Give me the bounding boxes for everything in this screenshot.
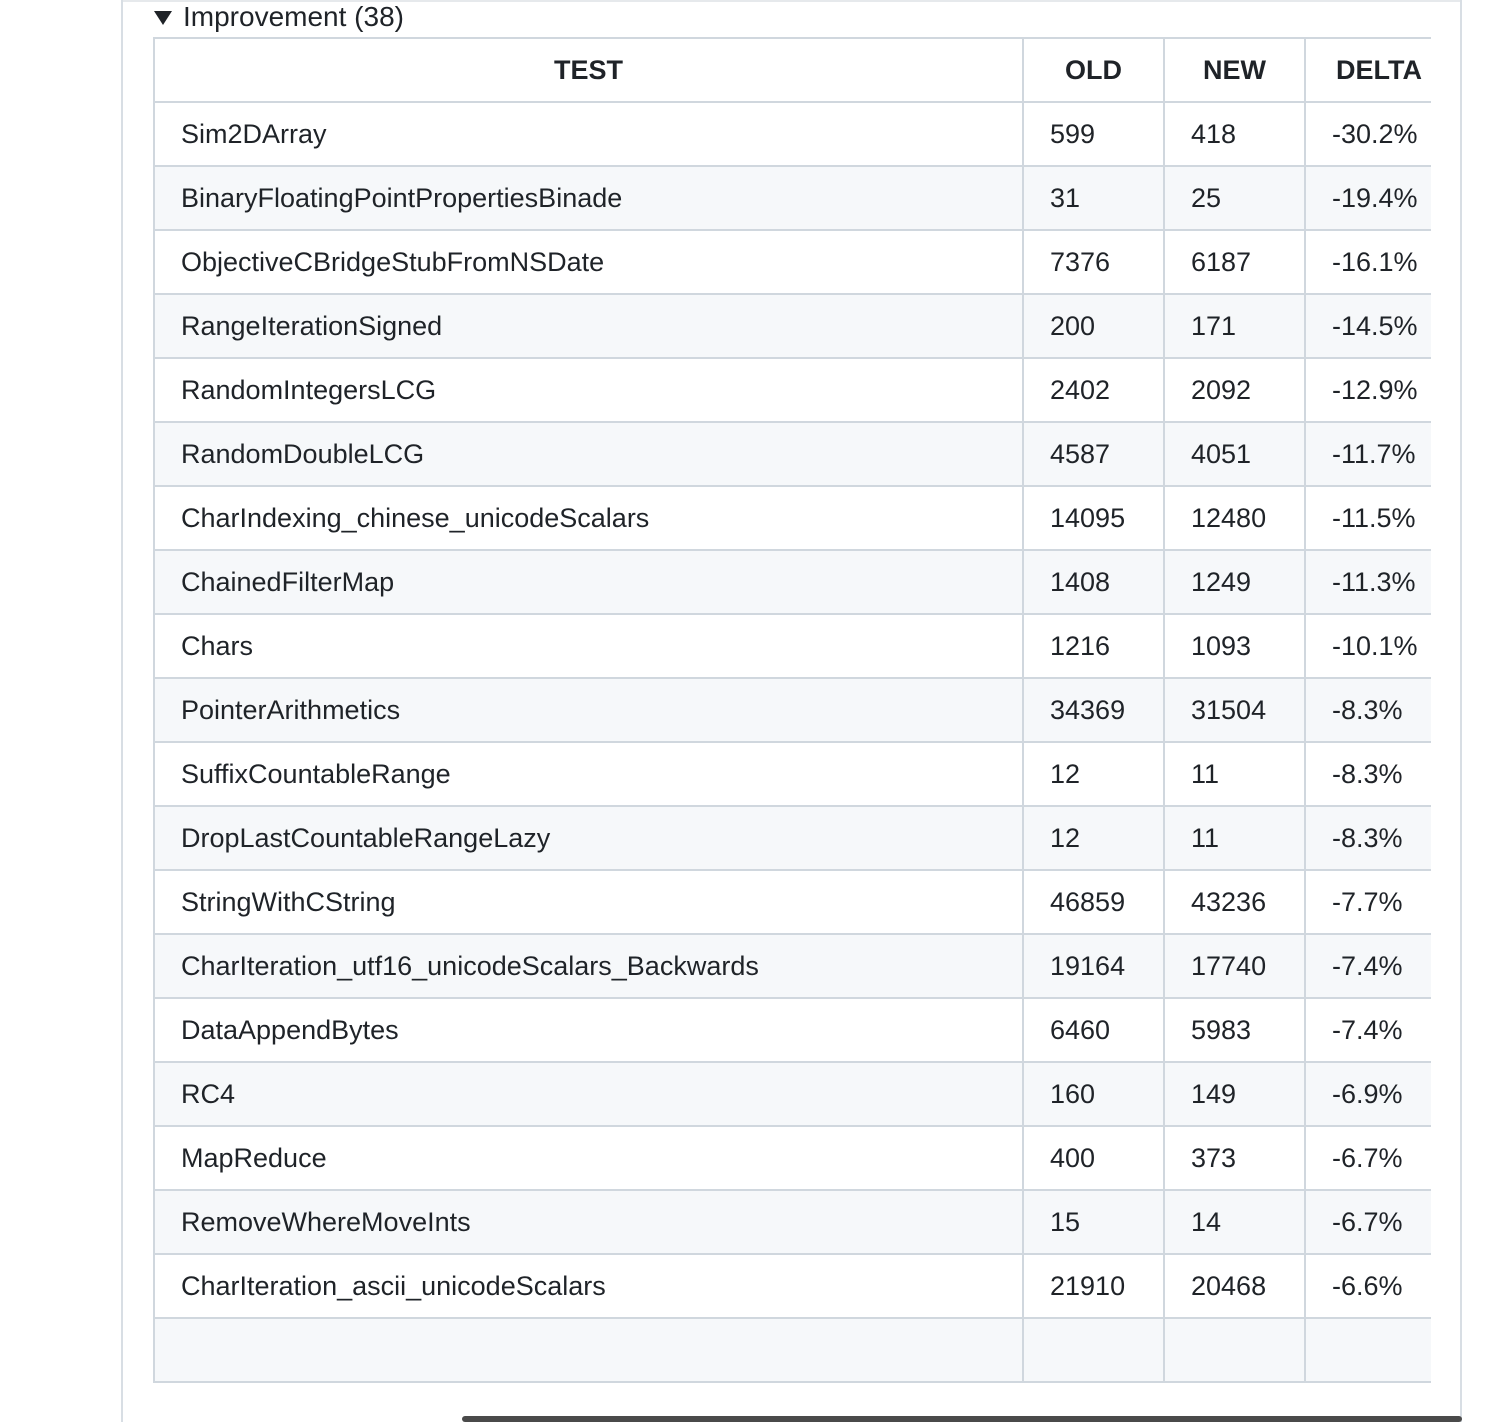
cell-old: 34369 [1023, 678, 1164, 742]
table-row [154, 614, 1431, 678]
left-border [121, 0, 123, 1422]
table-row [154, 998, 1431, 1062]
cell-new: 2092 [1164, 358, 1305, 422]
improvement-section-toggle[interactable] [154, 0, 404, 34]
cell-test: RandomDoubleLCG [154, 422, 1023, 486]
cell-delta [1305, 1318, 1431, 1382]
cell-old: 12 [1023, 742, 1164, 806]
table-row [154, 422, 1431, 486]
section-title: Improvement (38) [183, 1, 404, 32]
cell-new: 373 [1164, 1126, 1305, 1190]
table-row [154, 230, 1431, 294]
cell-old [1023, 1318, 1164, 1382]
cell-old: 200 [1023, 294, 1164, 358]
cell-new: 11 [1164, 742, 1305, 806]
cell-delta: -16.1% [1305, 230, 1431, 294]
cell-old: 21910 [1023, 1254, 1164, 1318]
cell-test: CharIteration_ascii_unicodeScalars [154, 1254, 1023, 1318]
table-row [154, 166, 1431, 230]
cell-delta: -12.9% [1305, 358, 1431, 422]
cell-old: 46859 [1023, 870, 1164, 934]
cell-old: 19164 [1023, 934, 1164, 998]
cell-delta: -30.2% [1305, 102, 1431, 166]
cell-new: 11 [1164, 806, 1305, 870]
cell-test: SuffixCountableRange [154, 742, 1023, 806]
cell-new: 149 [1164, 1062, 1305, 1126]
results-table-container[interactable] [153, 37, 1431, 1422]
table-row [154, 102, 1431, 166]
cell-delta: -8.3% [1305, 678, 1431, 742]
cell-delta: -10.1% [1305, 614, 1431, 678]
cell-old: 1408 [1023, 550, 1164, 614]
cell-test [154, 1318, 1023, 1382]
cell-delta: -7.4% [1305, 998, 1431, 1062]
cell-delta: -7.4% [1305, 934, 1431, 998]
table-row [154, 1190, 1431, 1254]
cell-test: RemoveWhereMoveInts [154, 1190, 1023, 1254]
table-row [154, 486, 1431, 550]
cell-old: 31 [1023, 166, 1164, 230]
cell-new [1164, 1318, 1305, 1382]
table-row [154, 742, 1431, 806]
cell-new: 1249 [1164, 550, 1305, 614]
cell-new: 17740 [1164, 934, 1305, 998]
table-row [154, 678, 1431, 742]
table-row [154, 1062, 1431, 1126]
header-old: OLD [1023, 38, 1164, 102]
cell-new: 14 [1164, 1190, 1305, 1254]
cell-old: 1216 [1023, 614, 1164, 678]
table-row [154, 1318, 1431, 1382]
cell-old: 7376 [1023, 230, 1164, 294]
header-new: NEW [1164, 38, 1305, 102]
cell-new: 12480 [1164, 486, 1305, 550]
cell-old: 6460 [1023, 998, 1164, 1062]
table-row [154, 806, 1431, 870]
cell-test: RC4 [154, 1062, 1023, 1126]
cell-test: MapReduce [154, 1126, 1023, 1190]
cell-delta: -8.3% [1305, 806, 1431, 870]
cell-test: StringWithCString [154, 870, 1023, 934]
cell-test: Chars [154, 614, 1023, 678]
table-row [154, 294, 1431, 358]
cell-test: DataAppendBytes [154, 998, 1023, 1062]
cell-new: 1093 [1164, 614, 1305, 678]
cell-old: 15 [1023, 1190, 1164, 1254]
cell-delta: -6.9% [1305, 1062, 1431, 1126]
cell-new: 43236 [1164, 870, 1305, 934]
cell-old: 160 [1023, 1062, 1164, 1126]
table-header-row [154, 38, 1431, 102]
cell-delta: -6.6% [1305, 1254, 1431, 1318]
cell-old: 4587 [1023, 422, 1164, 486]
cell-new: 5983 [1164, 998, 1305, 1062]
cell-test: CharIndexing_chinese_unicodeScalars [154, 486, 1023, 550]
cell-old: 599 [1023, 102, 1164, 166]
results-table [153, 37, 1431, 1383]
cell-delta: -11.3% [1305, 550, 1431, 614]
cell-old: 400 [1023, 1126, 1164, 1190]
table-row [154, 870, 1431, 934]
table-row [154, 1126, 1431, 1190]
cell-test: DropLastCountableRangeLazy [154, 806, 1023, 870]
table-row [154, 1254, 1431, 1318]
cell-test: CharIteration_utf16_unicodeScalars_Backwards [154, 934, 1023, 998]
cell-test: ChainedFilterMap [154, 550, 1023, 614]
cell-delta: -6.7% [1305, 1126, 1431, 1190]
cell-old: 14095 [1023, 486, 1164, 550]
cell-test: BinaryFloatingPointPropertiesBinade [154, 166, 1023, 230]
cell-new: 171 [1164, 294, 1305, 358]
cell-test: ObjectiveCBridgeStubFromNSDate [154, 230, 1023, 294]
header-delta: DELTA [1305, 38, 1431, 102]
cell-test: PointerArithmetics [154, 678, 1023, 742]
cell-new: 20468 [1164, 1254, 1305, 1318]
cell-new: 4051 [1164, 422, 1305, 486]
table-row [154, 550, 1431, 614]
horizontal-scrollbar[interactable] [462, 1416, 1462, 1422]
cell-old: 12 [1023, 806, 1164, 870]
cell-old: 2402 [1023, 358, 1164, 422]
disclosure-triangle-icon[interactable] [154, 11, 172, 25]
cell-delta: -14.5% [1305, 294, 1431, 358]
header-test: TEST [154, 38, 1023, 102]
cell-delta: -7.7% [1305, 870, 1431, 934]
table-row [154, 358, 1431, 422]
cell-test: RangeIterationSigned [154, 294, 1023, 358]
cell-test: RandomIntegersLCG [154, 358, 1023, 422]
cell-new: 25 [1164, 166, 1305, 230]
cell-new: 31504 [1164, 678, 1305, 742]
cell-test: Sim2DArray [154, 102, 1023, 166]
cell-delta: -11.7% [1305, 422, 1431, 486]
cell-new: 418 [1164, 102, 1305, 166]
cell-new: 6187 [1164, 230, 1305, 294]
cell-delta: -6.7% [1305, 1190, 1431, 1254]
cell-delta: -19.4% [1305, 166, 1431, 230]
cell-delta: -8.3% [1305, 742, 1431, 806]
right-border [1460, 0, 1462, 1422]
table-row [154, 934, 1431, 998]
cell-delta: -11.5% [1305, 486, 1431, 550]
